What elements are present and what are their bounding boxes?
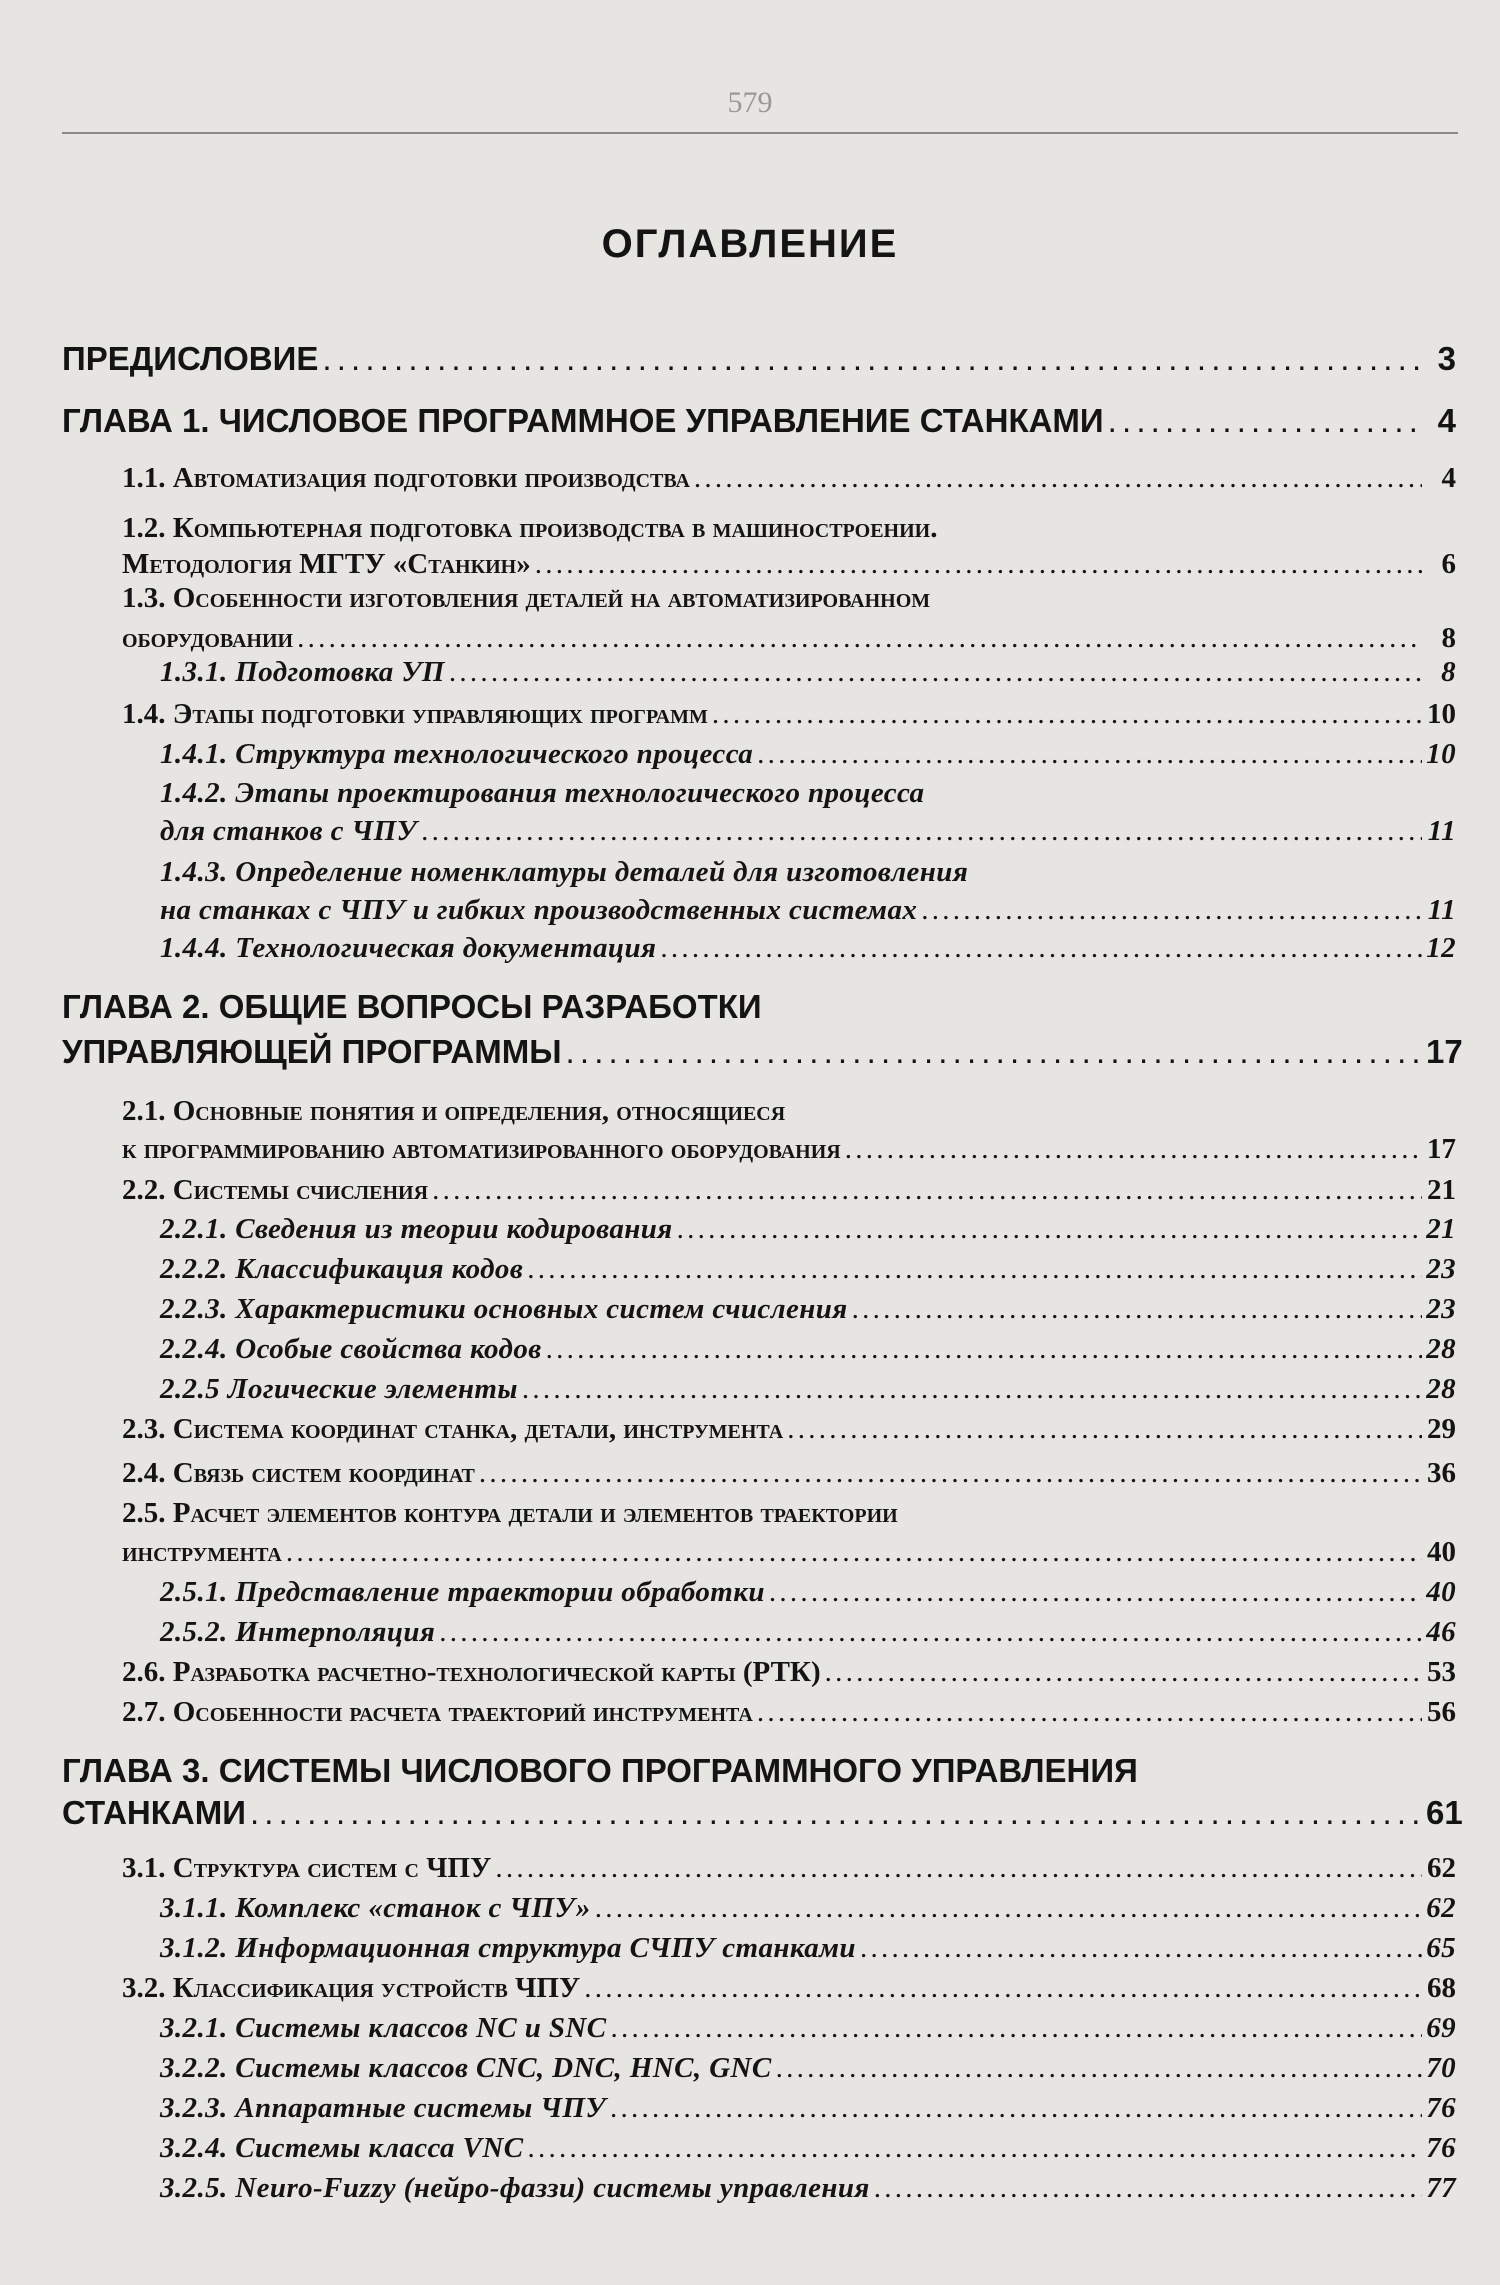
toc-entry-text: 2.5.1. Представление траектории обработки: [160, 1576, 765, 1608]
toc-section[interactable]: [122, 1133, 1456, 1166]
toc-page-number: 6: [1441, 548, 1456, 580]
toc-subsection[interactable]: [160, 1932, 1456, 1965]
toc-entry-text: 3.2.2. Системы классов CNC, DNC, HNC, GNC: [160, 2052, 772, 2084]
toc-entry-text: 3.2.1. Системы классов NC и SNC: [160, 2012, 607, 2044]
dot-leader: [546, 1333, 1422, 1366]
page-number: 579: [727, 86, 773, 119]
toc-subsection[interactable]: [160, 656, 1456, 689]
dot-leader: [757, 738, 1422, 771]
toc-entry-text: 2.2.1. Сведения из теории кодирования: [160, 1213, 673, 1245]
toc-entry-text: 2.2. Системы счисления: [122, 1174, 429, 1206]
toc-page-number: 21: [1426, 1213, 1456, 1245]
dot-leader: [286, 1536, 1422, 1569]
dot-leader: [439, 1616, 1422, 1649]
toc-section[interactable]: [122, 1696, 1456, 1729]
toc-entry-text: 2.2.2. Классификация кодов: [160, 1253, 524, 1285]
dot-leader: [250, 1794, 1422, 1832]
toc-entry-text: 3.2.5. Neuro-Fuzzy (нейро-фаззи) системы управления: [160, 2172, 870, 2204]
toc-entry-line1: 1.4.2. Этапы проектирования технологического процесса: [160, 777, 925, 809]
toc-subsection[interactable]: [160, 1892, 1456, 1925]
toc-entry-text: 3.1.2. Информационная структура СЧПУ станками: [160, 1932, 856, 1964]
toc-entry-text: на станках с ЧПУ и гибких производственных системах: [160, 894, 918, 926]
toc-entry-text: СТАНКАМИ: [62, 1794, 246, 1831]
toc-page-number: 77: [1426, 2172, 1456, 2204]
toc-chapter[interactable]: [62, 402, 1456, 440]
toc-page-number: 76: [1426, 2092, 1456, 2124]
toc-page-number: 28: [1426, 1333, 1456, 1365]
dot-leader: [449, 656, 1422, 689]
toc-section[interactable]: [122, 1413, 1456, 1446]
dot-leader: [297, 622, 1422, 655]
toc-page-number: 40: [1427, 1536, 1456, 1568]
dot-leader: [535, 548, 1422, 581]
toc-subsection[interactable]: [160, 1576, 1456, 1609]
toc-entry-line1: 1.3. Особенности изготовления деталей на автоматизированном: [122, 582, 931, 614]
dot-leader: [421, 815, 1422, 848]
toc-section[interactable]: [122, 1536, 1456, 1569]
toc-subsection[interactable]: [160, 1333, 1456, 1366]
toc-page-number: 10: [1427, 698, 1456, 730]
toc-subsection[interactable]: [160, 894, 1456, 927]
toc-subsection[interactable]: [160, 738, 1456, 771]
toc-page-number: 11: [1427, 894, 1456, 926]
toc-page-number: 4: [1437, 402, 1456, 439]
toc-entry-text: 1.3.1. Подготовка УП: [160, 656, 445, 688]
dot-leader: [1108, 402, 1422, 440]
toc-section[interactable]: [122, 1852, 1456, 1885]
dot-leader: [852, 1293, 1422, 1326]
dot-leader: [479, 1457, 1422, 1490]
toc-page-number: 69: [1426, 2012, 1456, 2044]
toc-subsection[interactable]: [160, 815, 1456, 848]
toc-section[interactable]: [122, 1972, 1456, 2005]
toc-entry-text: инструмента: [122, 1536, 282, 1568]
toc-page-number: 3: [1437, 340, 1456, 377]
toc-section[interactable]: [122, 1656, 1456, 1689]
toc-page-number: 61: [1426, 1794, 1463, 1831]
dot-leader: [495, 1852, 1422, 1885]
toc-entry-text: 1.4.4. Технологическая документация: [160, 932, 657, 964]
toc-entry-text: УПРАВЛЯЮЩЕЙ ПРОГРАММЫ: [62, 1033, 562, 1070]
toc-page-number: 4: [1441, 462, 1456, 494]
toc-title: ОГЛАВЛЕНИЕ: [601, 222, 899, 266]
toc-subsection[interactable]: [160, 2052, 1456, 2085]
toc-entry-text: 2.3. Система координат станка, детали, инструмента: [122, 1413, 784, 1445]
toc-entry-text: 3.2.4. Системы класса VNC: [160, 2132, 524, 2164]
toc-page-number: 65: [1426, 1932, 1456, 1964]
dot-leader: [595, 1892, 1422, 1925]
toc-subsection[interactable]: [160, 2092, 1456, 2125]
toc-section[interactable]: [122, 622, 1456, 655]
dot-leader: [757, 1696, 1422, 1729]
toc-page-number: 28: [1426, 1373, 1456, 1405]
dot-leader: [921, 894, 1422, 927]
toc-page-number: 62: [1427, 1852, 1456, 1884]
toc-entry-text: 2.7. Особенности расчета траекторий инструмента: [122, 1696, 753, 1728]
toc-entry-text: ГЛАВА 1. ЧИСЛОВОЕ ПРОГРАММНОЕ УПРАВЛЕНИЕ СТАНКАМИ: [62, 402, 1104, 439]
toc-entry-text: 2.2.3. Характеристики основных систем счисления: [160, 1293, 848, 1325]
toc-section[interactable]: [122, 462, 1456, 495]
toc-page-number: 23: [1426, 1253, 1456, 1285]
toc-entry-line1: 1.4.3. Определение номенклатуры деталей для изготовления: [160, 856, 969, 888]
dot-leader: [694, 462, 1422, 495]
toc-page-number: 70: [1426, 2052, 1456, 2084]
toc-section[interactable]: [122, 1174, 1456, 1207]
dot-leader: [787, 1413, 1422, 1446]
toc-entry-text: к программированию автоматизированного оборудования: [122, 1133, 841, 1165]
toc-entry-text: 3.1.1. Комплекс «станок с ЧПУ»: [160, 1892, 591, 1924]
toc-subsection[interactable]: [160, 2012, 1456, 2045]
toc-page-number: 36: [1427, 1457, 1456, 1489]
toc-page-number: 21: [1427, 1174, 1456, 1206]
dot-leader: [322, 340, 1422, 378]
toc-subsection[interactable]: [160, 932, 1456, 965]
dot-leader: [566, 1033, 1422, 1071]
toc-page-number: 17: [1426, 1033, 1463, 1070]
toc-entry-text: 2.2.5 Логические элементы: [160, 1373, 518, 1405]
dot-leader: [776, 2052, 1422, 2085]
dot-leader: [522, 1373, 1422, 1406]
toc-section[interactable]: [122, 1457, 1456, 1490]
dot-leader: [677, 1213, 1422, 1246]
toc-entry-text: 1.4. Этапы подготовки управляющих программ: [122, 698, 708, 730]
toc-entry-text: 1.4.1. Структура технологического процесса: [160, 738, 754, 770]
dot-leader: [860, 1932, 1422, 1965]
toc-entry-text: 3.1. Структура систем с ЧПУ: [122, 1852, 492, 1884]
toc-chapter[interactable]: [62, 340, 1456, 378]
toc-subsection[interactable]: [160, 2172, 1456, 2205]
toc-page-number: 53: [1427, 1656, 1456, 1688]
toc-subsection[interactable]: [160, 1373, 1456, 1406]
toc-entry-text: 2.6. Разработка расчетно-технологической карты (РТК): [122, 1656, 821, 1688]
toc-page-number: 62: [1426, 1892, 1456, 1924]
dot-leader: [610, 2092, 1422, 2125]
toc-page-number: 8: [1441, 622, 1456, 654]
toc-subsection[interactable]: [160, 1253, 1456, 1286]
toc-entry-text: оборудовании: [122, 622, 294, 654]
toc-entry-line1: 1.2. Компьютерная подготовка производства в машиностроении.: [122, 512, 938, 544]
toc-page-number: 29: [1427, 1413, 1456, 1445]
dot-leader: [874, 2172, 1422, 2205]
toc-entry-line1: 2.1. Основные понятия и определения, относящиеся: [122, 1095, 786, 1127]
toc-entry-text: ПРЕДИСЛОВИЕ: [62, 340, 319, 377]
toc-subsection[interactable]: [160, 1213, 1456, 1246]
toc-page-number: 12: [1426, 932, 1456, 964]
toc-entry-text: 3.2.3. Аппаратные системы ЧПУ: [160, 2092, 606, 2124]
dot-leader: [432, 1174, 1422, 1207]
toc-page-number: 46: [1426, 1616, 1456, 1648]
dot-leader: [584, 1972, 1422, 2005]
toc-subsection[interactable]: [160, 1293, 1456, 1326]
toc-entry-text: для станков с ЧПУ: [160, 815, 418, 847]
toc-entry-line1: 2.5. Расчет элементов контура детали и элементов траектории: [122, 1497, 898, 1529]
toc-entry-line1: ГЛАВА 2. ОБЩИЕ ВОПРОСЫ РАЗРАБОТКИ: [62, 988, 762, 1025]
dot-leader: [611, 2012, 1422, 2045]
toc-entry-text: 2.2.4. Особые свойства кодов: [160, 1333, 542, 1365]
dot-leader: [527, 1253, 1422, 1286]
toc-chapter[interactable]: [62, 1033, 1463, 1071]
toc-page-number: 56: [1427, 1696, 1456, 1728]
toc-chapter[interactable]: [62, 1794, 1463, 1832]
toc-entry-line1: ГЛАВА 3. СИСТЕМЫ ЧИСЛОВОГО ПРОГРАММНОГО УПРАВЛЕНИЯ: [62, 1752, 1138, 1789]
toc-page-number: 76: [1426, 2132, 1456, 2164]
toc-page-number: 8: [1441, 656, 1456, 688]
dot-leader: [825, 1656, 1422, 1689]
dot-leader: [527, 2132, 1422, 2165]
toc-section[interactable]: [122, 698, 1456, 731]
dot-leader: [769, 1576, 1422, 1609]
toc-entry-text: 2.4. Связь систем координат: [122, 1457, 475, 1489]
toc-subsection[interactable]: [160, 1616, 1456, 1649]
toc-entry-text: Методология МГТУ «Станкин»: [122, 548, 531, 580]
toc-page-number: 40: [1426, 1576, 1456, 1608]
toc-page-number: 11: [1427, 815, 1456, 847]
dot-leader: [660, 932, 1422, 965]
toc-entry-text: 3.2. Классификация устройств ЧПУ: [122, 1972, 581, 2004]
dot-leader: [845, 1133, 1422, 1166]
toc-subsection[interactable]: [160, 2132, 1456, 2165]
toc-page-number: 23: [1426, 1293, 1456, 1325]
dot-leader: [712, 698, 1422, 731]
toc-entry-text: 1.1. Автоматизация подготовки производства: [122, 462, 690, 494]
toc-page-number: 10: [1426, 738, 1456, 770]
toc-section[interactable]: [122, 548, 1456, 581]
toc-entry-text: 2.5.2. Интерполяция: [160, 1616, 436, 1648]
toc-page-number: 17: [1427, 1133, 1456, 1165]
toc-page-number: 68: [1427, 1972, 1456, 2004]
